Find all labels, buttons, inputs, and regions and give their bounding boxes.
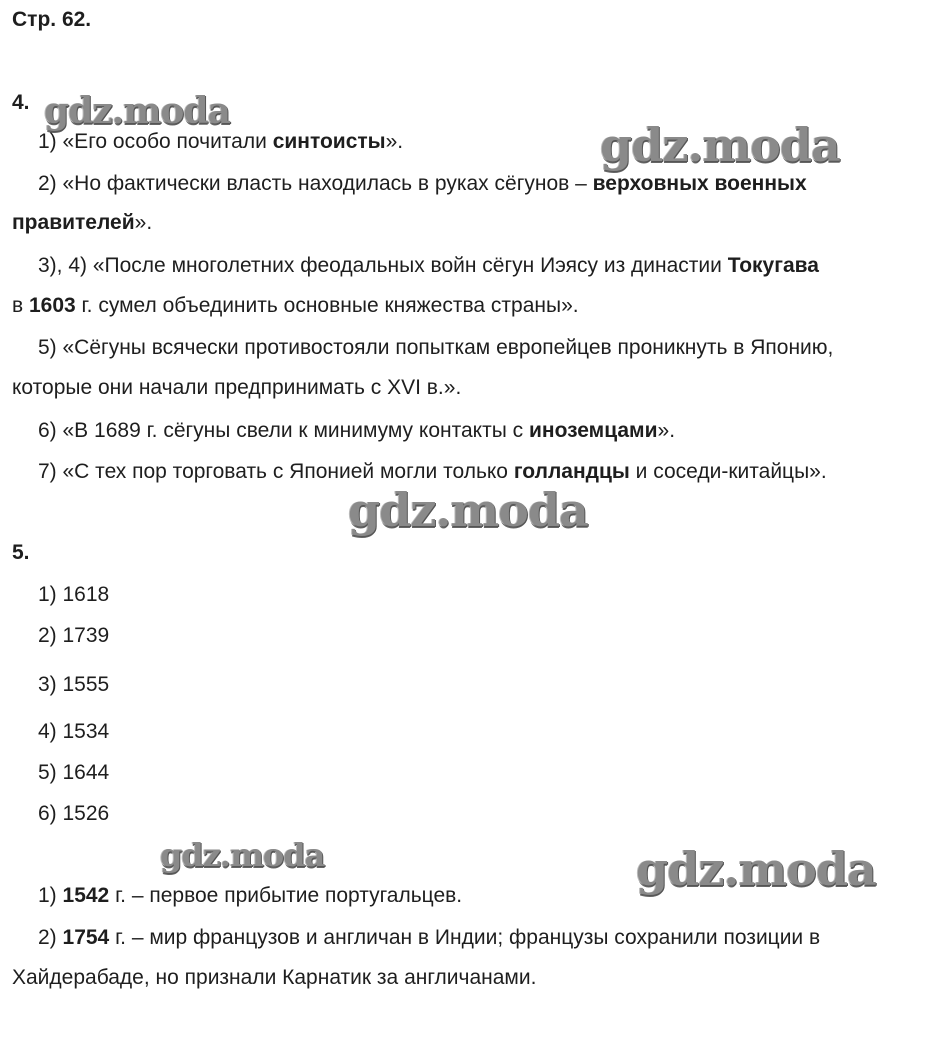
answer-text: г. – мир французов и англичан в Индии; французы сохранили позиции в: [109, 926, 821, 949]
answer-text: г. сумел объединить основные княжества страны».: [75, 294, 579, 317]
question-number: 5.: [12, 541, 30, 564]
answer-line: [38, 420, 675, 441]
answer-line: [12, 295, 579, 316]
list-item: 6) 1526: [38, 802, 110, 825]
watermark: gdz.moda: [160, 836, 325, 874]
answer-line: [12, 212, 152, 233]
list-item: 4) 1534: [38, 720, 110, 743]
question-number: 4.: [12, 91, 30, 114]
list-item: 1) 1618: [38, 583, 110, 606]
answer-line: Хайдерабаде, но признали Карнатик за англичанами.: [12, 966, 537, 989]
answer-text: 3), 4) «После многолетних феодальных войн сёгун Иэясу из династии: [38, 254, 728, 277]
answer-line: [38, 461, 827, 482]
list-item: 2) 1739: [38, 624, 110, 647]
answer-text: ».: [385, 130, 404, 153]
answer-text: ».: [657, 419, 676, 442]
watermark: gdz.moda: [44, 90, 230, 132]
answer-term: синтоисты: [272, 130, 386, 153]
list-item: 5) 1644: [38, 761, 110, 784]
answer-year: 1603: [29, 294, 76, 317]
answer-text: 6) «В 1689 г. сёгуны свели к минимуму контакты с: [38, 419, 529, 442]
answer-line: [38, 131, 403, 152]
answer-text: и соседи-китайцы».: [629, 460, 827, 483]
watermark: gdz.moda: [600, 118, 840, 172]
answer-term: верховных военных: [592, 172, 807, 195]
answer-line: [38, 885, 462, 906]
answer-line: 5) «Сёгуны всячески противостояли попыткам европейцев проникнуть в Японию,: [38, 336, 834, 359]
answer-line: [38, 255, 819, 276]
answer-line: [38, 927, 820, 948]
answer-term: правителей: [12, 211, 135, 234]
answer-line: [38, 173, 807, 194]
answer-term: иноземцами: [528, 419, 658, 442]
answer-term: голландцы: [513, 460, 630, 483]
answer-text: 1) «Его особо почитали: [38, 130, 273, 153]
answer-term: Токугава: [727, 254, 819, 277]
watermark: gdz.moda: [348, 483, 588, 537]
list-item: 3) 1555: [38, 673, 110, 696]
answer-text: 2) «Но фактически власть находилась в руках сёгунов –: [38, 172, 593, 195]
answer-line: которые они начали предпринимать с XVI в.».: [12, 376, 462, 399]
answer-text: ».: [134, 211, 153, 234]
answer-text: 2): [38, 926, 63, 949]
answer-text: в: [12, 294, 29, 317]
answer-text: 1): [38, 884, 63, 907]
page-header: Стр. 62.: [12, 8, 92, 31]
answer-text: 7) «С тех пор торговать с Японией могли только: [38, 460, 514, 483]
answer-year: 1542: [62, 884, 110, 907]
answer-text: г. – первое прибытие португальцев.: [109, 884, 463, 907]
answer-year: 1754: [62, 926, 110, 949]
watermark: gdz.moda: [636, 842, 876, 896]
